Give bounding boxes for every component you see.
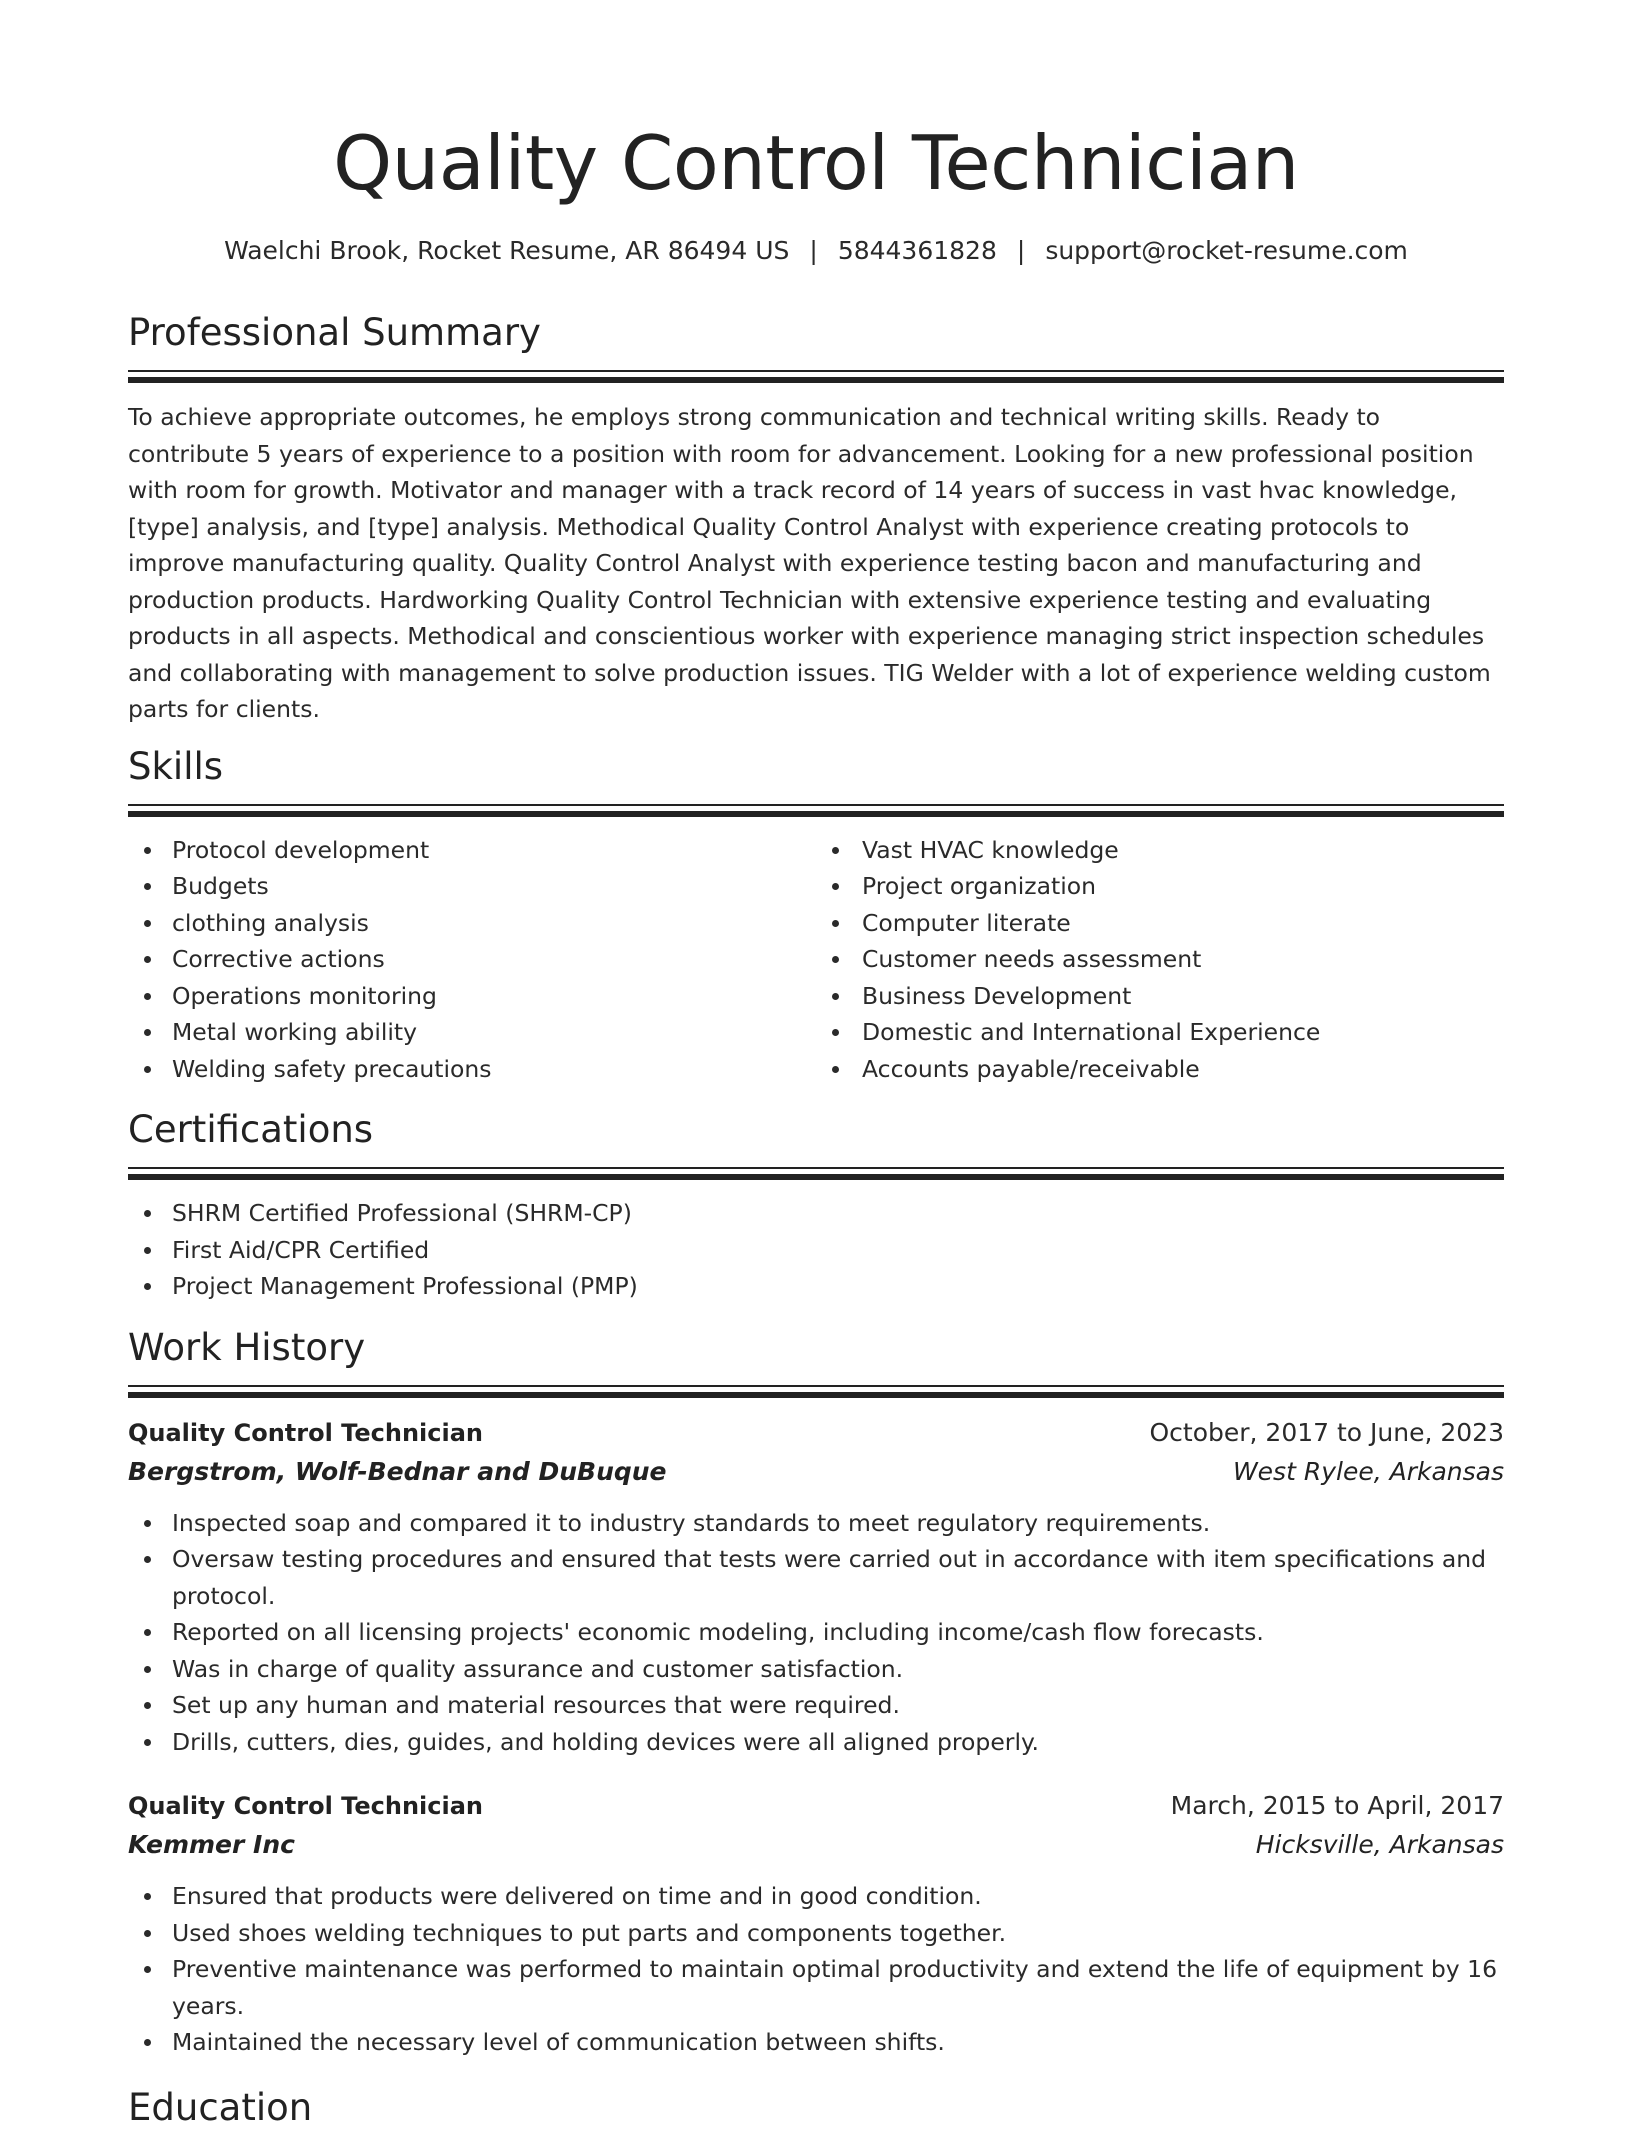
job-subheader-row <box>128 1453 1504 1491</box>
job-bullets <box>128 1878 1504 2061</box>
list-item: Preventive maintenance was performed to maintain optimal productivity and extend the life of equipment by 16 years. <box>128 1951 1504 2024</box>
section-heading-education: Education <box>128 2085 313 2129</box>
skills-columns <box>128 832 1504 1088</box>
certifications-list <box>128 1195 1504 1305</box>
list-item: Reported on all licensing projects' economic modeling, including income/cash flow forecasts. <box>128 1614 1504 1651</box>
contact-line <box>128 234 1504 268</box>
job-company: Bergstrom, Wolf-Bednar and DuBuque <box>128 1456 667 1486</box>
list-item: Computer literate <box>816 905 1504 942</box>
section-heading-work-history: Work History <box>128 1325 366 1369</box>
list-item: clothing analysis <box>128 905 816 942</box>
skills-list-left <box>128 832 816 1088</box>
contact-address: Waelchi Brook, Rocket Resume, AR 86494 US <box>224 236 790 265</box>
summary-text: To achieve appropriate outcomes, he employs strong communication and technical writing skills. Ready to contribute 5 years of experience to a position with room for advancement. Looking for a new professional position with room for growth. Motivator and manager with a track record of 14 years of success in vast hvac knowledge, [type] analysis, and [type] analysis. Methodical Quality Control Analyst with experience creating protocols to improve manufacturing quality. Quality Control Analyst with experience testing bacon and manufacturing and production products. Hardworking Quality Control Technician with extensive experience testing and evaluating products in all aspects. Methodical and conscientious worker with experience managing strict inspection schedules and collaborating with management to solve production issues. TIG Welder with a lot of experience welding custom parts for clients. <box>128 403 1491 723</box>
section-divider <box>128 370 1504 384</box>
summary-section <box>128 310 1504 728</box>
job-dates: October, 2017 to June, 2023 <box>1149 1417 1504 1447</box>
resume-page <box>128 0 1504 2131</box>
contact-phone: 5844361828 <box>837 236 997 265</box>
list-item: Project Management Professional (PMP) <box>128 1268 1504 1305</box>
certifications-section <box>128 1107 1504 1305</box>
contact-email: support@rocket-resume.com <box>1045 236 1408 265</box>
list-item: Was in charge of quality assurance and customer satisfaction. <box>128 1651 1504 1688</box>
list-item: Customer needs assessment <box>816 941 1504 978</box>
list-item: Drills, cutters, dies, guides, and holding devices were all aligned properly. <box>128 1724 1504 1761</box>
section-divider <box>128 804 1504 818</box>
list-item: Corrective actions <box>128 941 816 978</box>
job-entry <box>128 1413 1504 1761</box>
section-divider <box>128 1167 1504 1181</box>
job-location: West Rylee, Arkansas <box>1232 1456 1504 1486</box>
job-title: Quality Control Technician <box>128 1792 483 1820</box>
list-item: Budgets <box>128 868 816 905</box>
section-divider <box>128 1385 1504 1399</box>
list-item: Project organization <box>816 868 1504 905</box>
list-item: Vast HVAC knowledge <box>816 832 1504 869</box>
skills-section <box>128 744 1504 1088</box>
skills-list-right <box>816 832 1504 1088</box>
section-heading-skills: Skills <box>128 744 224 788</box>
list-item: Maintained the necessary level of communication between shifts. <box>128 2024 1504 2061</box>
section-heading-certifications: Certifications <box>128 1108 374 1151</box>
list-item: Domestic and International Experience <box>816 1014 1504 1051</box>
job-subheader-row <box>128 1826 1504 1864</box>
list-item: Operations monitoring <box>128 978 816 1015</box>
job-title: Quality Control Technician <box>128 1418 483 1447</box>
section-heading-summary: Professional Summary <box>128 311 541 354</box>
list-item: First Aid/CPR Certified <box>128 1232 1504 1269</box>
job-bullets <box>128 1505 1504 1761</box>
list-item: Accounts payable/receivable <box>816 1051 1504 1088</box>
list-item: Protocol development <box>128 832 816 869</box>
education-section <box>128 2085 1504 2131</box>
list-item: Inspected soap and compared it to industry standards to meet regulatory requirements. <box>128 1505 1504 1542</box>
list-item: Business Development <box>816 978 1504 1015</box>
job-header-row <box>128 1413 1504 1453</box>
work-history-section <box>128 1325 1504 2061</box>
job-location: Hicksville, Arkansas <box>1255 1830 1504 1859</box>
list-item: SHRM Certified Professional (SHRM-CP) <box>128 1195 1504 1232</box>
contact-separator: | <box>1016 236 1026 265</box>
list-item: Ensured that products were delivered on time and in good condition. <box>128 1878 1504 1915</box>
job-company: Kemmer Inc <box>128 1830 295 1859</box>
list-item: Used shoes welding techniques to put parts and components together. <box>128 1915 1504 1952</box>
list-item: Oversaw testing procedures and ensured that tests were carried out in accordance with item specifications and protocol. <box>128 1541 1504 1614</box>
job-dates: March, 2015 to April, 2017 <box>1170 1791 1504 1820</box>
list-item: Welding safety precautions <box>128 1051 816 1088</box>
resume-title: Quality Control Technician <box>333 119 1299 207</box>
list-item: Metal working ability <box>128 1014 816 1051</box>
job-entry <box>128 1786 1504 2061</box>
list-item: Set up any human and material resources that were required. <box>128 1687 1504 1724</box>
contact-separator: | <box>809 236 818 265</box>
job-header-row <box>128 1786 1504 1826</box>
